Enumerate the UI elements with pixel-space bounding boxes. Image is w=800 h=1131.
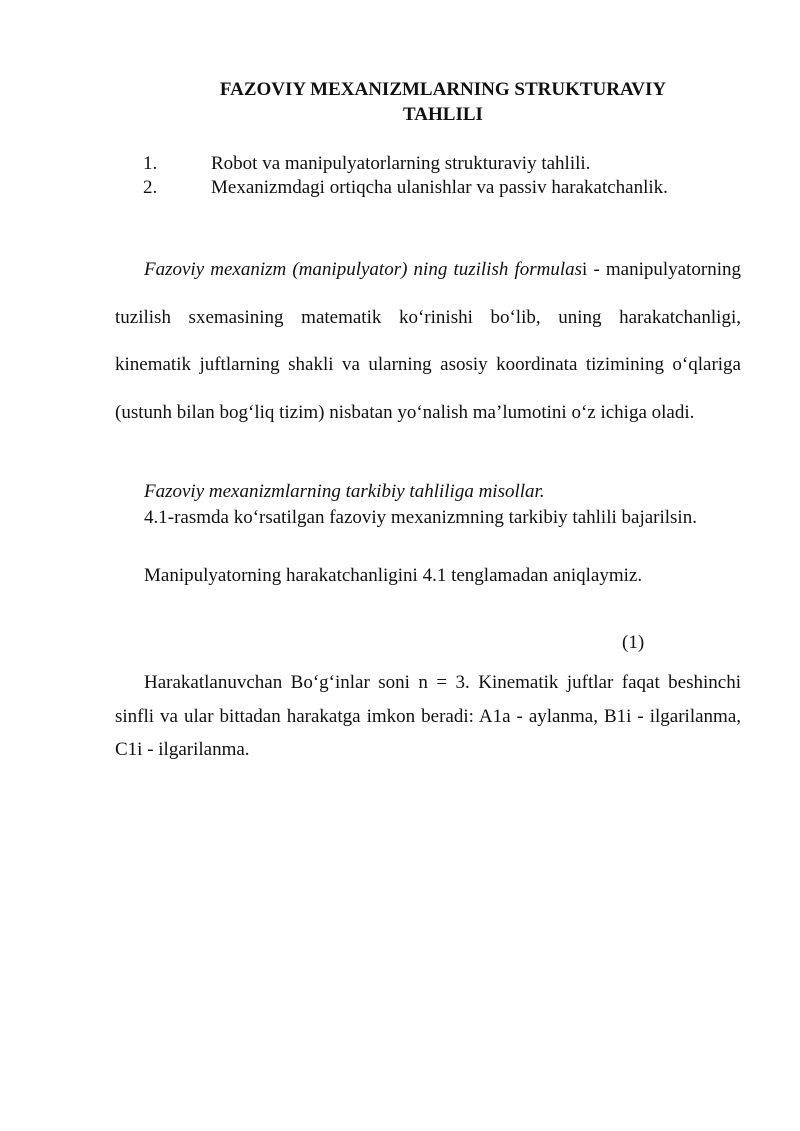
outline-text: Robot va manipulyatorlarning strukturaviy tahlili. [211, 153, 591, 174]
outline-number: 1. [143, 153, 158, 174]
definition-paragraph [115, 246, 741, 436]
outline-number: 2. [143, 177, 158, 198]
examples-text: 4.1-rasmda ko‘rsatilgan fazoviy mexanizmning tarkibiy tahlili bajarilsin. [144, 507, 697, 528]
equation-number: (1) [622, 632, 645, 653]
links-text: Harakatlanuvchan Bo‘g‘inlar soni n = 3. Kinematik juftlar faqat beshinchi sinfli va ular bittadan harakatga imkon beradi: A1a - aylanma, B1i - ilgarilanma, C1i - ilgarilanma. [115, 672, 741, 760]
manipulator-paragraph [115, 565, 741, 587]
examples-heading-text: Fazoviy mexanizmlarning tarkibiy tahliliga misollar. [144, 481, 545, 502]
manipulator-text: Manipulyatorning harakatchanligini 4.1 tenglamadan aniqlaymiz. [144, 565, 643, 586]
definition-text: i - manipulyatorning tuzilish sxemasining matematik ko‘rinishi bo‘lib, uning harakatchanligi, kinematik juftlarning shakli va ularning asosiy koordinata tizimining o‘qlariga (ustunh bilan bog‘liq tizim) nisbatan yo‘nalish ma’lumotini o‘z ichiga oladi. [115, 259, 741, 423]
definition-term: Fazoviy mexanizm (manipulyator) ning tuzilish formulas [144, 259, 583, 280]
examples-heading [115, 481, 741, 503]
document-title-line-2: TAHLILI [403, 104, 483, 125]
outline-text: Mexanizmdagi ortiqcha ulanishlar va passiv harakatchanlik. [211, 177, 668, 198]
links-paragraph [115, 666, 741, 767]
examples-paragraph [115, 505, 741, 530]
document-title-line-1: FAZOVIY MEXANIZMLARNING STRUKTURAVIY [219, 79, 667, 100]
